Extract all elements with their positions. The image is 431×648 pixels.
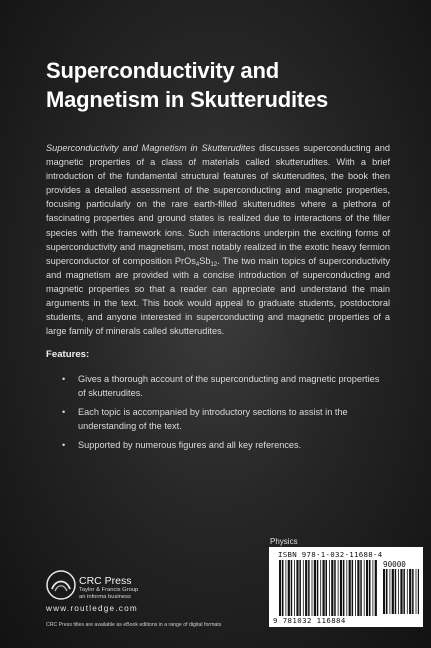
- publisher-tagline: an informa business: [79, 594, 131, 600]
- book-title-line-2: Magnetism in Skutterudites: [46, 87, 329, 112]
- features-heading: Features:: [46, 349, 90, 360]
- bullet-icon: •: [62, 440, 66, 450]
- bullet-icon: •: [62, 374, 66, 384]
- book-description: [46, 141, 390, 338]
- crc-press-logo-icon: [46, 570, 76, 600]
- feature-text: Each topic is accompanied by introductory sections to assist in the understanding of the text.: [78, 407, 348, 431]
- feature-item: [62, 372, 384, 400]
- barcode-bars: [279, 560, 377, 616]
- description-part-1: discusses superconducting and magnetic properties of a class of materials called skutterudites. With a brief introduction of the fundamental structural features of skutterudites, the book then provides a detailed assessment of the superconducting and magnetic properties, focusing particularly on the rare earth-filled skutterudites where a plethora of fascinating properties and ground states is realized due to interactions of the filler species with the framework ions. Such interactions underpin the exciting forms of superconductivity and magnetism, most notably realized in the exotic heavy fermion superconductor of composition PrOs: [46, 143, 390, 266]
- price-barcode-bars: [383, 569, 419, 614]
- isbn-text: ISBN 978-1-032-11688-4: [278, 550, 383, 559]
- book-title: [46, 56, 406, 114]
- feature-text: Gives a thorough account of the superconducting and magnetic properties of skutterudites.: [78, 374, 380, 398]
- publisher-name: CRC Press: [79, 575, 132, 587]
- publisher-website[interactable]: www.routledge.com: [46, 604, 138, 613]
- subscript-os: 4: [195, 261, 200, 268]
- feature-text: Supported by numerous figures and all key references.: [78, 440, 302, 450]
- subject-label: Physics: [270, 537, 298, 546]
- publisher-group: Taylor & Francis Group: [79, 587, 139, 593]
- subscript-sb: 12: [210, 261, 218, 268]
- isbn-barcode: [269, 547, 423, 627]
- features-list: [62, 372, 384, 457]
- feature-item: [62, 405, 384, 433]
- book-title-line-1: Superconductivity and: [46, 58, 279, 83]
- price-code: 90000: [383, 560, 406, 569]
- description-part-2: Sb: [199, 255, 211, 266]
- description-part-3: . The two main topics of superconductivity and magnetism are provided with a concise introduction of superconducting and magnetic properties so that a reader can appreciate and understand the main arguments in the text. This book would appeal to graduate students, postdoctoral students, and anyone interested in superconducting and magnetic properties of a large family of minerals called skutterudites.: [46, 255, 390, 337]
- feature-item: [62, 438, 384, 452]
- ebook-note: CRC Press titles are available as eBook editions in a range of digital formats: [46, 622, 222, 628]
- description-italic-title: Superconductivity and Magnetism in Skutterudites: [46, 143, 256, 153]
- ean-digits: 9 781032 116884: [273, 616, 346, 625]
- bullet-icon: •: [62, 407, 66, 417]
